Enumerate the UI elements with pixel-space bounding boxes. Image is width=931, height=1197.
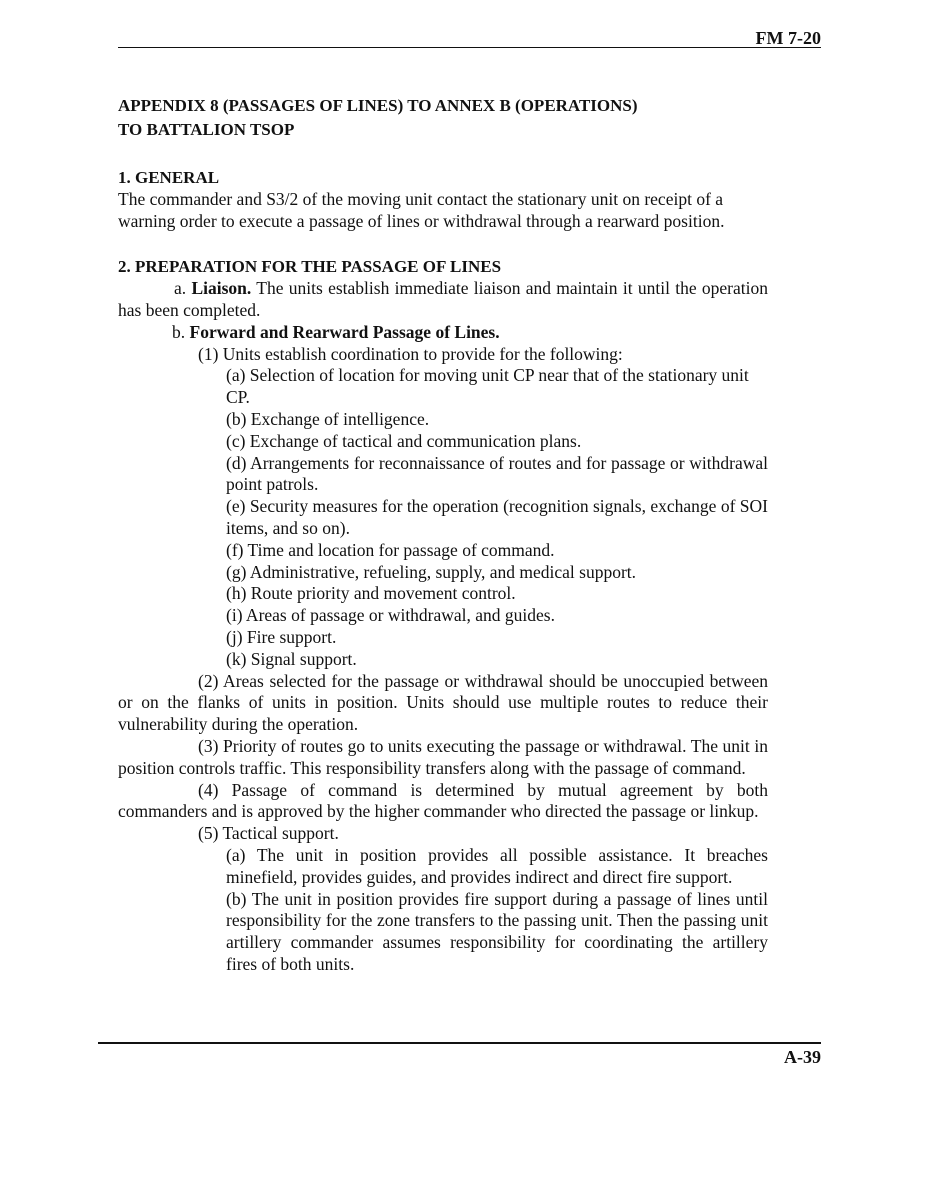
section-1-heading: 1. GENERAL <box>118 168 220 187</box>
footer-rule <box>98 1042 821 1044</box>
header-doc-id: FM 7-20 <box>755 28 821 48</box>
item-b-title: Forward and Rearward Passage of Lines. <box>189 321 500 342</box>
item-b-label: b. <box>172 321 186 342</box>
item-5a-text: (a) The unit in position provides all possible assistance. It breaches minefield, provides guides, and provides indirect and direct fire support. <box>226 844 768 887</box>
subitem-j: (j) Fire support. <box>226 626 337 647</box>
subitem-i: (i) Areas of passage or withdrawal, and guides. <box>226 605 555 626</box>
subitem-d: (d) Arrangements for reconnaissance of routes and for passage or withdrawal point patrols. <box>226 452 768 495</box>
item-4-text: (4) Passage of command is determined by mutual agreement by both commanders and is approved by the higher commander who directed the passage or linkup. <box>118 779 768 822</box>
item-a-paragraph <box>118 278 768 322</box>
page-body <box>118 94 768 976</box>
section-1-text: The commander and S3/2 of the moving unit contact the stationary unit on receipt of a warning order to execute a passage of lines or withdrawal through a rearward position. <box>118 188 725 231</box>
subitem-f: (f) Time and location for passage of command. <box>226 539 555 560</box>
item-5-text: (5) Tactical support. <box>198 823 339 844</box>
item-a-label: a. <box>174 278 187 299</box>
item-1-text: (1) Units establish coordination to provide for the following: <box>198 343 623 364</box>
item-3-text: (3) Priority of routes go to units executing the passage or withdrawal. The unit in position controls traffic. This responsibility transfers along with the passage of command. <box>118 735 768 778</box>
subitem-e: (e) Security measures for the operation (recognition signals, exchange of SOI items, and so on). <box>226 496 768 538</box>
subitem-h: (h) Route priority and movement control. <box>226 583 516 604</box>
footer-page-number: A-39 <box>784 1047 821 1067</box>
item-b-paragraph <box>118 322 768 344</box>
subitem-a: (a) Selection of location for moving unit CP near that of the stationary unit CP. <box>226 365 749 408</box>
header-rule <box>118 47 821 48</box>
subitem-c: (c) Exchange of tactical and communication plans. <box>226 430 582 451</box>
appendix-title-line2: TO BATTALION TSOP <box>118 120 295 139</box>
subitem-g: (g) Administrative, refueling, supply, and medical support. <box>226 561 637 582</box>
section-2-heading: 2. PREPARATION FOR THE PASSAGE OF LINES <box>118 257 502 277</box>
item-2-text: (2) Areas selected for the passage or withdrawal should be unoccupied between or on the flanks of units in position. Units should use multiple routes to reduce their vulnerability during the operation. <box>118 670 768 735</box>
item-5b-text: (b) The unit in position provides fire support during a passage of lines until responsibility for the zone transfers to the passing unit. Then the passing unit artillery commander assumes responsibility for coordinating the artillery fires of both units. <box>226 888 768 974</box>
subitem-b: (b) Exchange of intelligence. <box>226 408 430 429</box>
appendix-title-line1: APPENDIX 8 (PASSAGES OF LINES) TO ANNEX B (OPERATIONS) <box>118 96 638 115</box>
item-a-text: The units establish immediate liaison and maintain it until the operation has been completed. <box>118 278 768 320</box>
item-a-title: Liaison. <box>191 278 252 299</box>
subitem-k: (k) Signal support. <box>226 648 357 669</box>
